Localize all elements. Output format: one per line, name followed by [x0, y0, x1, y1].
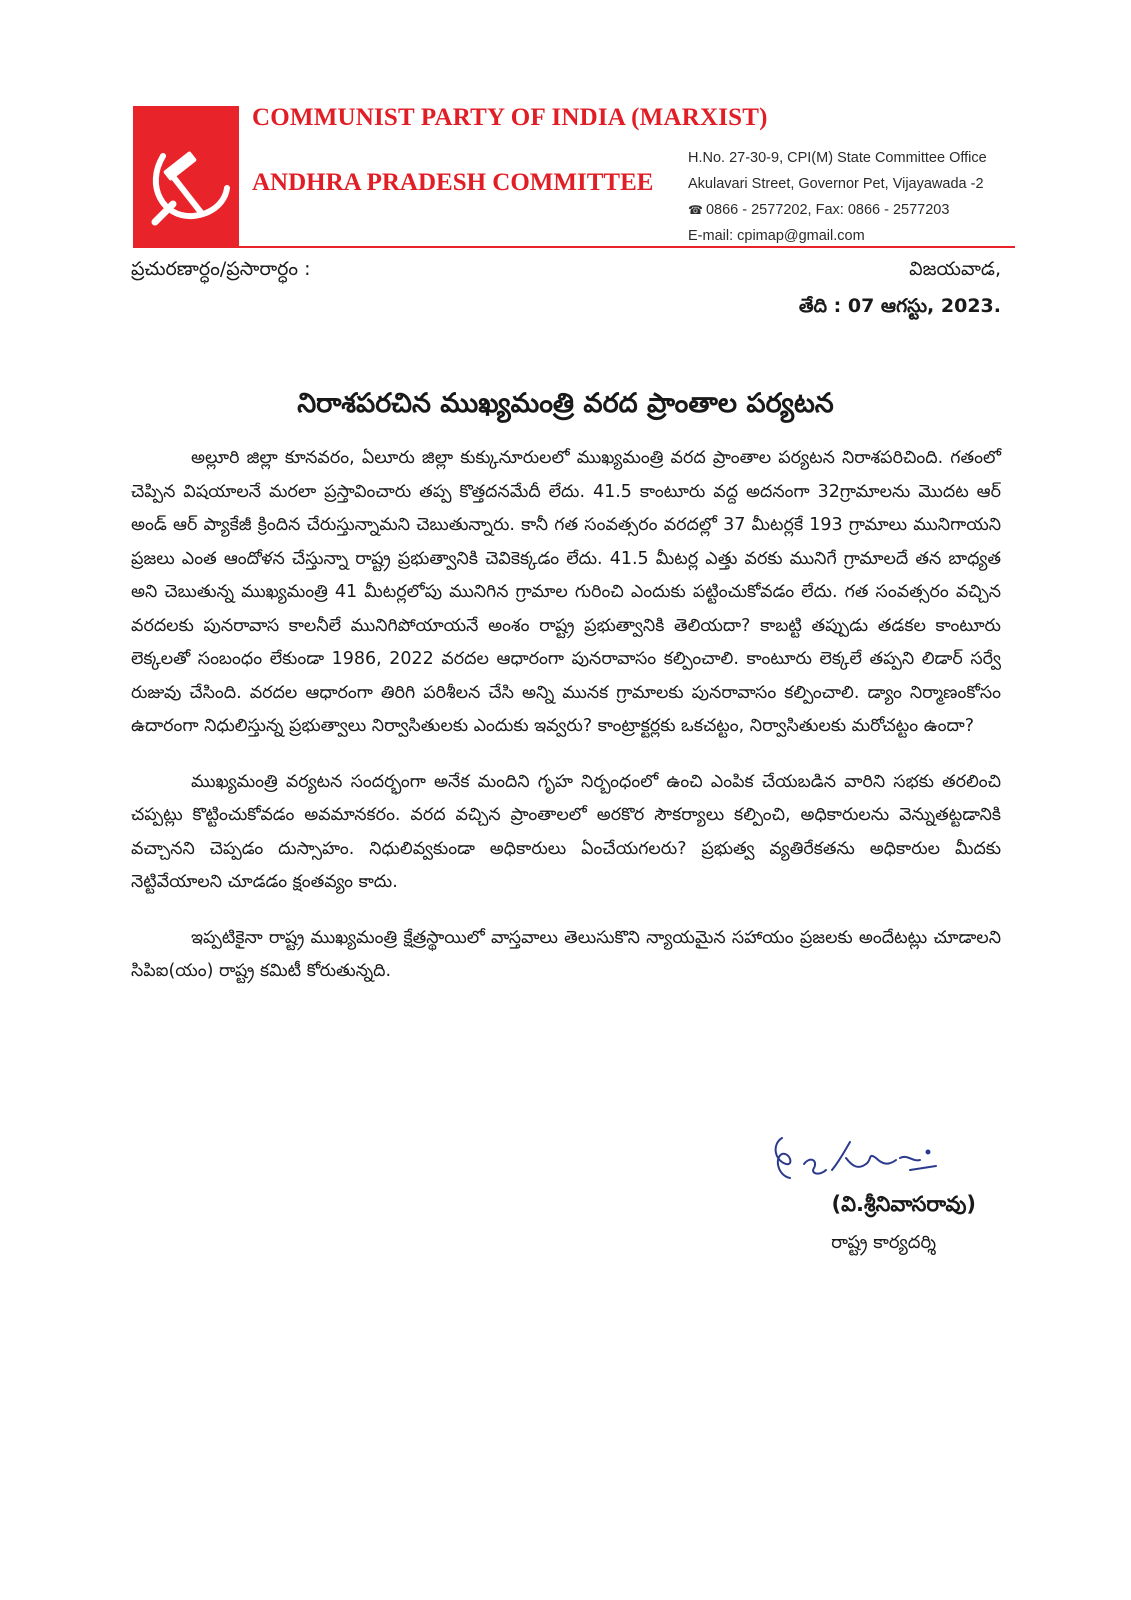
paragraph-2: ముఖ్యమంత్రి వర్యటన సందర్భంగా అనేక మందిని గృహ నిర్బంధంలో ఉంచి ఎంపిక చేయబడిన వారిని సభకు తరలించి చప్పట్లు కొట్టించుకోవడం అవమానకరం. వరద వచ్చిన ప్రాంతాలలో అరకొర సౌకర్యాలు కల్పించి, అధికారులను వెన్నుతట్టడానికి వచ్చానని చెప్పడం దుస్సాహం. నిధులివ్వకుండా అధికారులు ఏంచేయగలరు? ప్రభుత్వ వ్యతిరేకతను అధికారుల మీదకు నెట్టివేయాలని చూడడం క్షంతవ్యం కాదు.	[131, 771, 1001, 892]
hammer-and-sickle-icon	[133, 106, 239, 248]
publication-label: ప్రచురణార్ధం/ప్రసారార్ధం :	[131, 258, 311, 280]
contact-block	[688, 145, 987, 249]
phone-line	[688, 197, 987, 223]
address-line-1: H.No. 27-30-9, CPI(M) State Committee Office	[688, 150, 987, 166]
organization-name: COMMUNIST PARTY OF INDIA (MARXIST)	[252, 104, 768, 131]
paragraph-3: ఇప్పటికైనా రాష్ట్ర ముఖ్యమంత్రి క్షేత్రస్థాయిలో వాస్తవాలు తెలుసుకొని న్యాయమైన సహాయం ప్రజలకు అందేటట్లు చూడాలని సిపిఐ(యం) రాష్ట్ర కమిటీ కోరుతున్నది.	[131, 927, 1001, 981]
signatory-designation: రాష్ట్ర కార్యదర్శి	[831, 1232, 936, 1253]
phone-icon: ☎	[688, 203, 703, 217]
document-title: నిరాశపరచిన ముఖ్యమంత్రి వరద ప్రాంతాల పర్యటన	[297, 388, 834, 419]
paragraph-1: అల్లూరి జిల్లా కూనవరం, ఏలూరు జిల్లా కుక్కునూరులలో ముఖ్యమంత్రి వరద ప్రాంతాల పర్యటన నిరాశపరిచింది. గతంలో చెప్పిన విషయాలనే మరలా ప్రస్తావించారు తప్ప కొత్తదనమేదీ లేదు. 41.5 కాంటూరు వద్ద అదనంగా 32గ్రామాలను మొదట ఆర్ అండ్ ఆర్ ప్యాకేజీ క్రిందిన చేరుస్తున్నామని చెబుతున్నారు. కానీ గత సంవత్సరం వరదల్లో 37 మీటర్లకే 193 గ్రామాలు మునిగాయని ప్రజలు ఎంత ఆందోళన చేస్తున్నా రాష్ట్ర ప్రభుత్వానికి చెవికెక్కడం లేదు. 41.5 మీటర్ల ఎత్తు వరకు మునిగే గ్రామాలదే తన బాధ్యత అని చెబుతున్న ముఖ్యమంత్రి 41 మీటర్లలోపు మునిగిన గ్రామాల గురించి ఎందుకు పట్టించుకోవడం లేదు. గత సంవత్సరం వచ్చిన వరదలకు పునరావాస కాలనీలే మునిగిపోయాయనే అంశం రాష్ట్ర ప్రభుత్వానికి తెలియదా? కాబట్టి తప్పుడు తడకల కాంటూరు లెక్కలతో సంబంధం లేకుండా 1986, 2022 వరదల ఆధారంగా పునరావాసం కల్పించాలి. కాంటూరు లెక్కలే తప్పని లిడార్ సర్వే రుజువు చేసింది. వరదల ఆధారంగా తిరిగి పరిశీలన చేసి అన్ని మునక గ్రామాలకు పునరావాసం కల్పించాలి. డ్యాం నిర్మాణంకోసం ఉదారంగా నిధులిస్తున్న ప్రభుత్వాలు నిర్వాసితులకు ఎందుకు ఇవ్వరు? కాంట్రాక్టర్లకు ఒకచట్టం, నిర్వాసితులకు మరోచట్టం ఉందా?	[131, 448, 1001, 736]
body-text	[131, 442, 1001, 1011]
phone-fax-text: 0866 - 2577202, Fax: 0866 - 2577203	[705, 202, 950, 218]
email-line: E-mail: cpimap@gmail.com	[688, 228, 865, 244]
committee-name: ANDHRA PRADESH COMMITTEE	[252, 169, 654, 196]
party-logo	[133, 106, 239, 248]
address-line-2: Akulavari Street, Governor Pet, Vijayawada -2	[688, 176, 984, 192]
date-line: తేది : 07 ఆగస్టు, 2023.	[798, 295, 1001, 317]
signatory-name: (వి.శ్రీనివాసరావు)	[831, 1192, 976, 1216]
handwritten-signature	[760, 1130, 960, 1190]
city-line: విజయవాడ,	[909, 258, 1001, 280]
